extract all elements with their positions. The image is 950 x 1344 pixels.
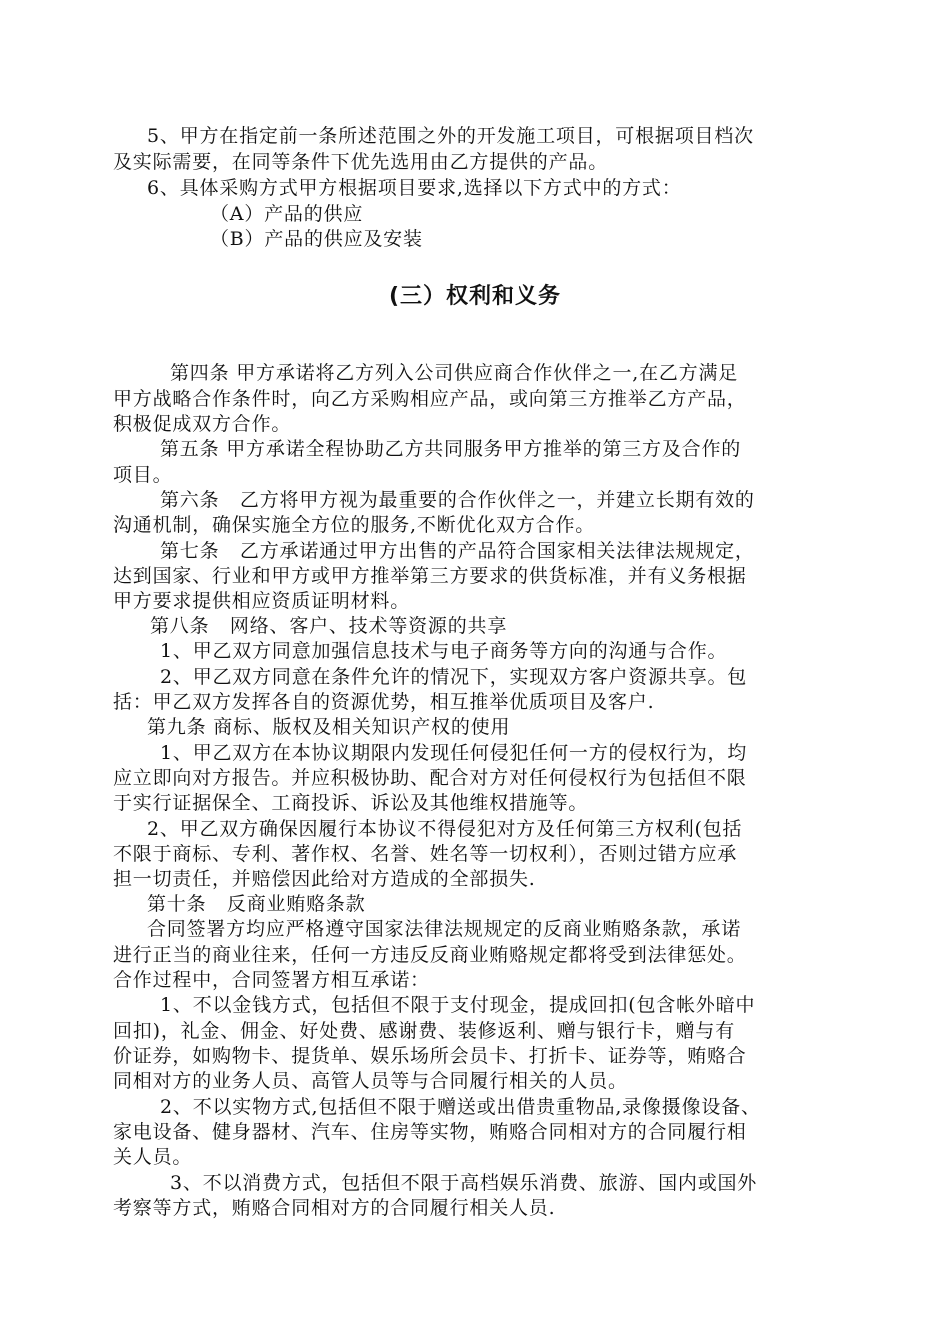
paragraph-line: 第四条 甲方承诺将乙方列入公司供应商合作伙伴之一,在乙方满足 [170, 362, 739, 384]
paragraph-line: 达到国家、行业和甲方或甲方推举第三方要求的供货标准，并有义务根据 [113, 565, 747, 587]
paragraph-line: 3、不以消费方式，包括但不限于高档娱乐消费、旅游、国内或国外 [170, 1172, 758, 1194]
paragraph-line: 2、不以实物方式,包括但不限于赠送或出借贵重物品,录像摄像设备、 [160, 1096, 761, 1118]
paragraph-line: 项目。 [113, 464, 173, 486]
paragraph-line: 1、不以金钱方式，包括但不限于支付现金，提成回扣(包含帐外暗中 [160, 994, 756, 1016]
paragraph-line: 回扣)，礼金、佣金、好处费、感谢费、装修返利、赠与银行卡，赠与有 [113, 1020, 736, 1042]
paragraph-line: 甲方战略合作条件时，向乙方采购相应产品，或向第三方推举乙方产品， [113, 388, 747, 410]
paragraph-line: 不限于商标、专利、著作权、名誉、姓名等一切权利），否则过错方应承 [113, 843, 738, 865]
paragraph-line: 第八条 网络、客户、技术等资源的共享 [150, 615, 508, 637]
paragraph-line: 价证券，如购物卡、提货单、娱乐场所会员卡、打折卡、证券等，贿赂合 [113, 1045, 747, 1067]
paragraph-line: 甲方要求提供相应资质证明材料。 [113, 590, 411, 612]
section-title: (三）权利和义务 [388, 284, 562, 309]
paragraph-line: （A）产品的供应 [210, 203, 364, 225]
paragraph-line: 沟通机制，确保实施全方位的服务,不断优化双方合作。 [113, 514, 596, 536]
paragraph-line: 合作过程中，合同签署方相互承诺： [113, 969, 430, 991]
paragraph-line: 于实行证据保全、工商投诉、诉讼及其他维权措施等。 [113, 792, 589, 814]
paragraph-line: 2、甲乙双方同意在条件允许的情况下，实现双方客户资源共享。包 [160, 666, 748, 688]
paragraph-line: 2、甲乙双方确保因履行本协议不得侵犯对方及任何第三方权利(包括 [147, 818, 743, 840]
paragraph-line: 第九条 商标、版权及相关知识产权的使用 [147, 716, 511, 738]
paragraph-line: 第六条 乙方将甲方视为最重要的合作伙伴之一，并建立长期有效的 [160, 489, 755, 511]
paragraph-line: 家电设备、健身器材、汽车、住房等实物，贿赂合同相对方的合同履行相 [113, 1121, 747, 1143]
paragraph-line: 第十条 反商业贿赂条款 [147, 893, 366, 915]
paragraph-line: 担一切责任，并赔偿因此给对方造成的全部损失. [113, 868, 536, 890]
paragraph-line: 5、甲方在指定前一条所述范围之外的开发施工项目，可根据项目档次 [147, 125, 754, 147]
paragraph-line: 1、甲乙双方在本协议期限内发现任何侵犯任何一方的侵权行为，均 [160, 742, 748, 764]
paragraph-line: 第五条 甲方承诺全程协助乙方共同服务甲方推举的第三方及合作的 [160, 438, 742, 460]
paragraph-line: 6、具体采购方式甲方根据项目要求,选择以下方式中的方式： [147, 177, 682, 199]
paragraph-line: 1、甲乙双方同意加强信息技术与电子商务等方向的沟通与合作。 [160, 640, 728, 662]
paragraph-line: 关人员。 [113, 1146, 193, 1168]
paragraph-line: 第七条 乙方承诺通过甲方出售的产品符合国家相关法律法规规定， [160, 540, 755, 562]
paragraph-line: 积极促成双方合作。 [113, 413, 292, 435]
paragraph-line: 应立即向对方报告。并应积极协助、配合对方对任何侵权行为包括但不限 [113, 767, 747, 789]
paragraph-line: 考察等方式，贿赂合同相对方的合同履行相关人员. [113, 1197, 556, 1219]
paragraph-line: 括：甲乙双方发挥各自的资源优势，相互推举优质项目及客户. [113, 691, 655, 713]
paragraph-line: 进行正当的商业往来，任何一方违反反商业贿赂规定都将受到法律惩处。 [113, 944, 747, 966]
paragraph-line: （B）产品的供应及安装 [210, 228, 423, 250]
paragraph-line: 及实际需要，在同等条件下优先选用由乙方提供的产品。 [113, 151, 609, 173]
paragraph-line: 合同签署方均应严格遵守国家法律法规规定的反商业贿赂条款，承诺 [147, 918, 742, 940]
paragraph-line: 同相对方的业务人员、高管人员等与合同履行相关的人员。 [113, 1070, 628, 1092]
